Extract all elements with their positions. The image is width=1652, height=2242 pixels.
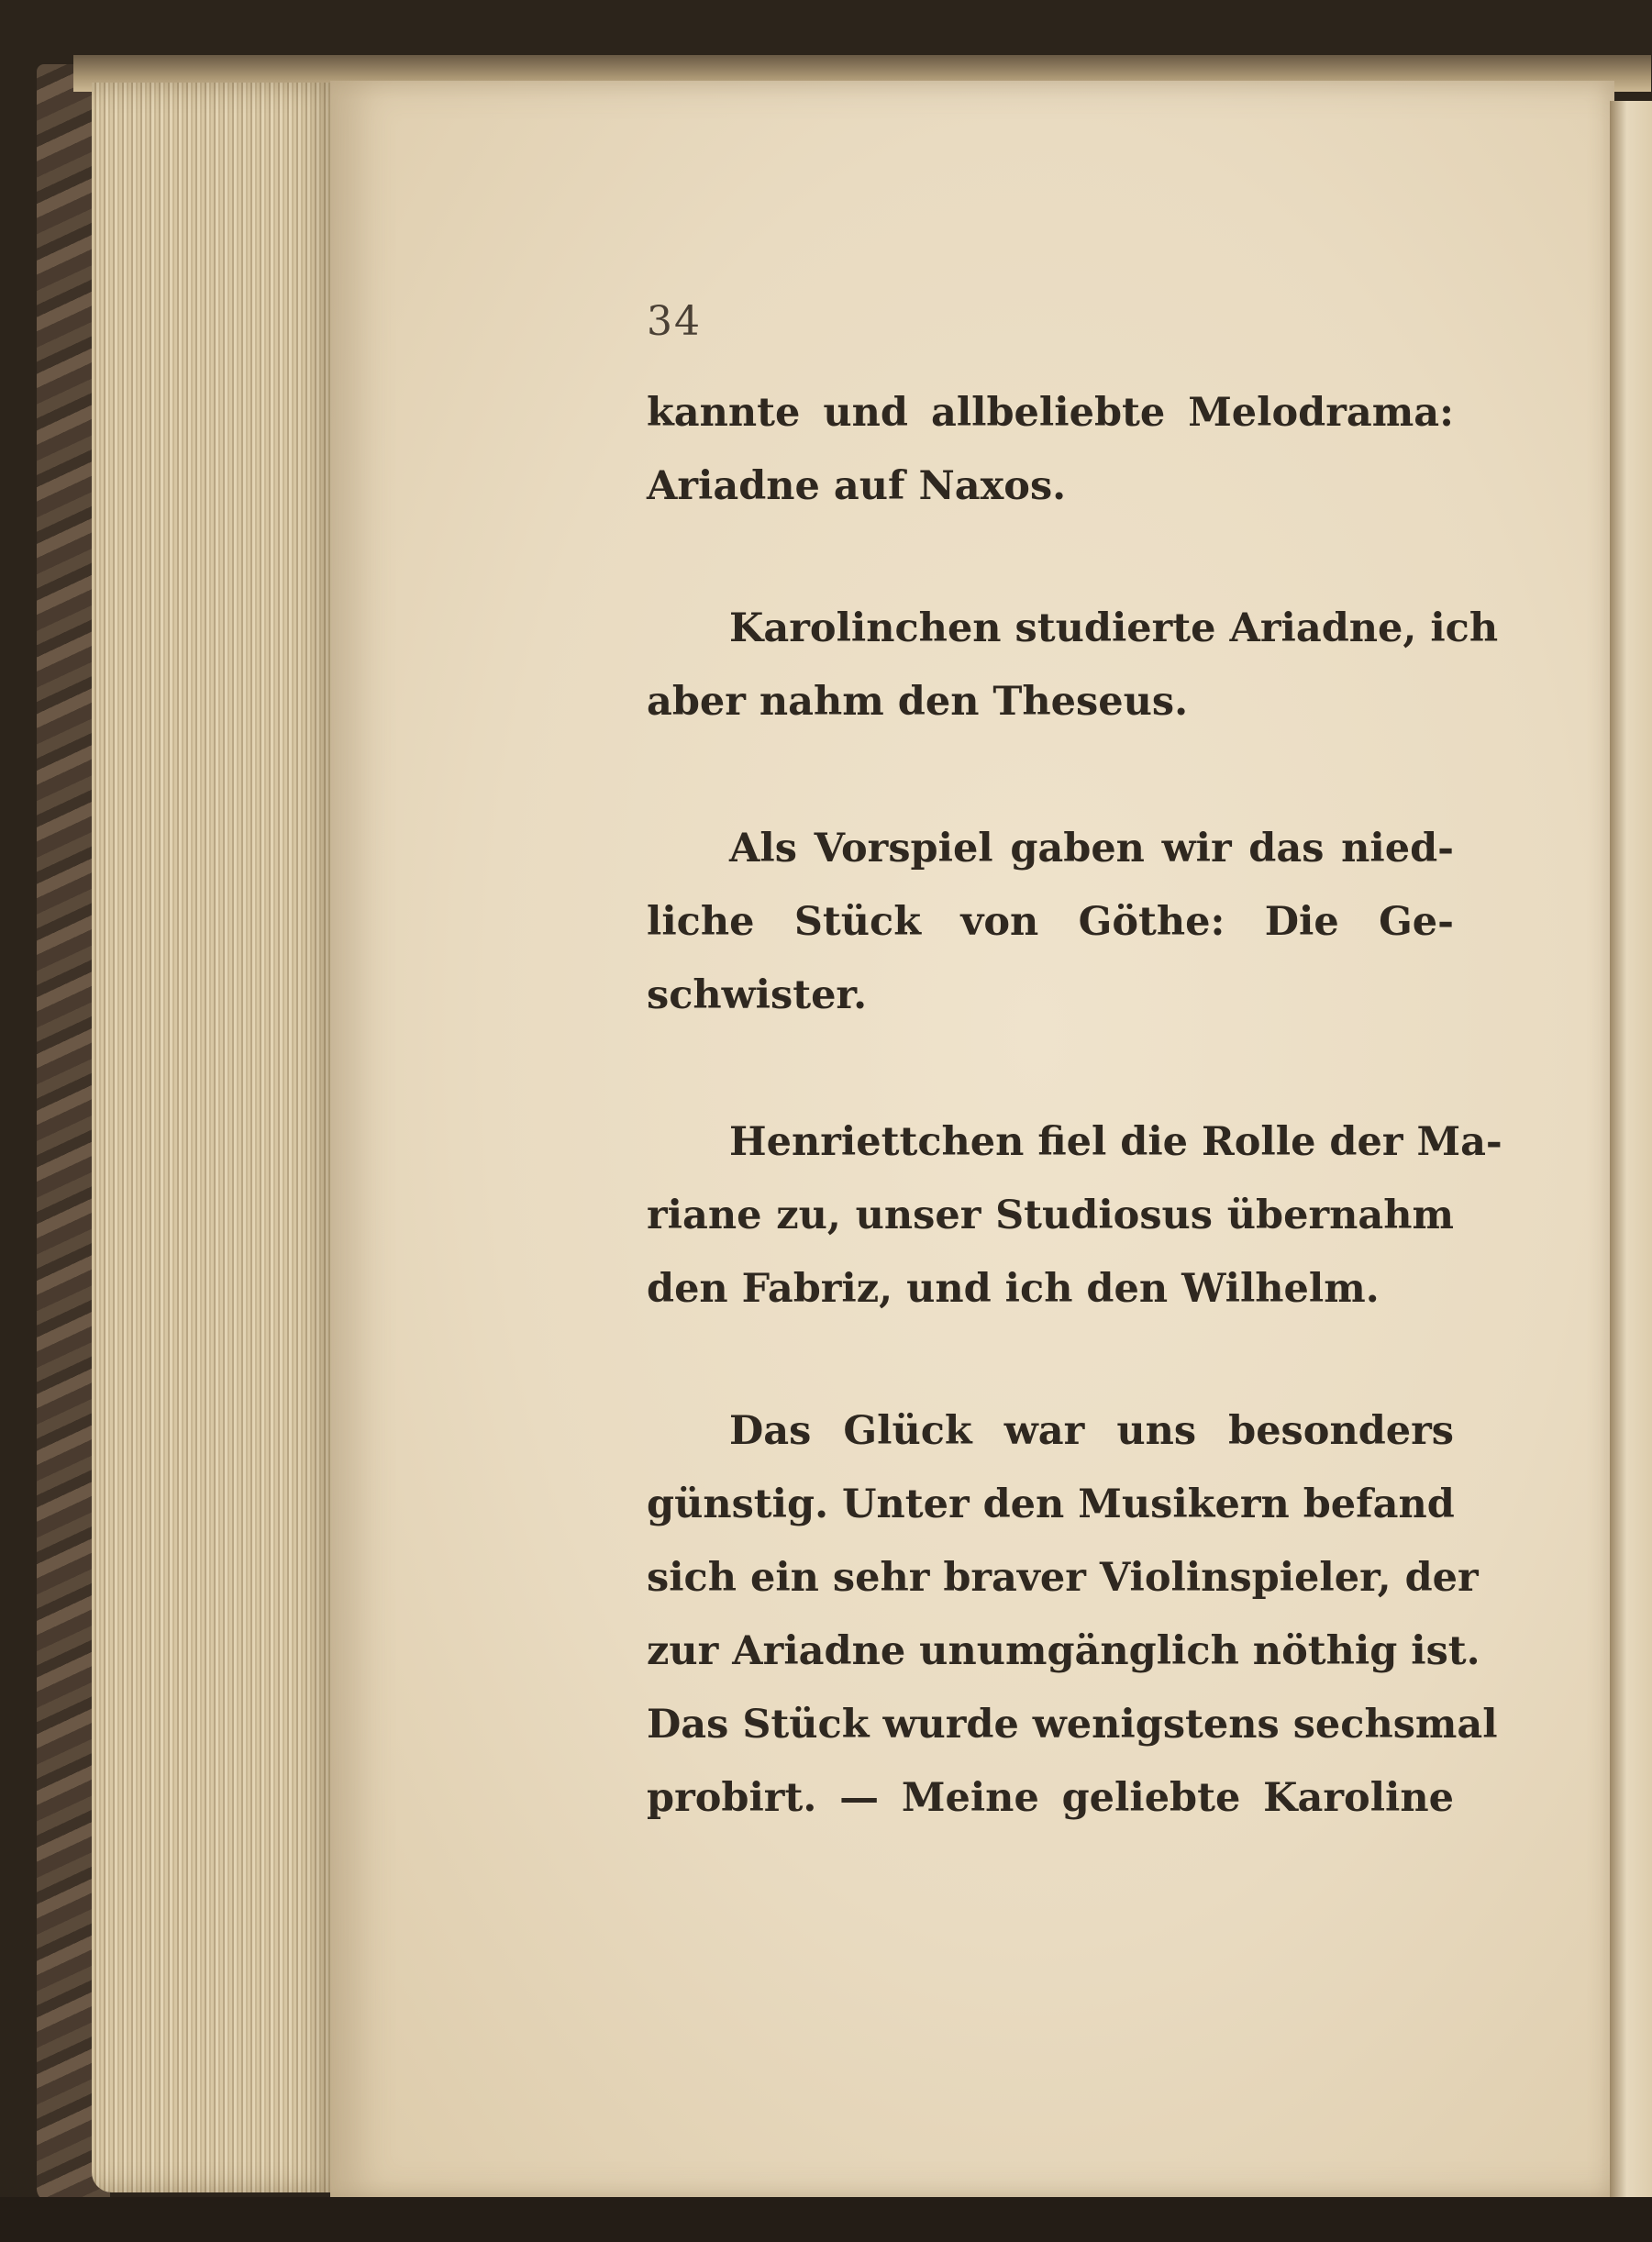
text-line: Karolinchen studierte Ariadne, ich (729, 605, 1499, 651)
text-line: probirt. — Meine geliebte Karoline (647, 1775, 1454, 1821)
text-line: schwister. (647, 972, 868, 1018)
background-bottom (0, 2197, 1652, 2242)
text-line: Als Vorspiel gaben wir das nied- (729, 826, 1454, 871)
text-line: liche Stück von Göthe: Die Ge- (647, 899, 1454, 945)
page-edges (92, 83, 339, 2192)
text-line: riane zu, unser Studiosus übernahm (647, 1193, 1454, 1238)
text-line: Das Glück war uns besonders (729, 1408, 1454, 1454)
text-line: kannte und allbeliebte Melodrama: (647, 390, 1454, 436)
text-line: aber nahm den Theseus. (647, 679, 1189, 725)
text-line: sich ein sehr braver Violinspieler, der (647, 1555, 1479, 1601)
text-line: den Fabriz, und ich den Wilhelm. (647, 1266, 1380, 1312)
text-line: Henriettchen fiel die Rolle der Ma- (729, 1119, 1502, 1165)
text-line: Das Stück wurde wenigstens sechsmal (647, 1702, 1498, 1748)
text-line: Ariadne auf Naxos. (647, 463, 1067, 509)
page-number: 34 (647, 298, 702, 345)
facing-page-edge (1610, 101, 1652, 2202)
text-line: zur Ariadne unumgänglich nöthig ist. (647, 1628, 1480, 1674)
text-line: günstig. Unter den Musikern befand (647, 1482, 1455, 1527)
